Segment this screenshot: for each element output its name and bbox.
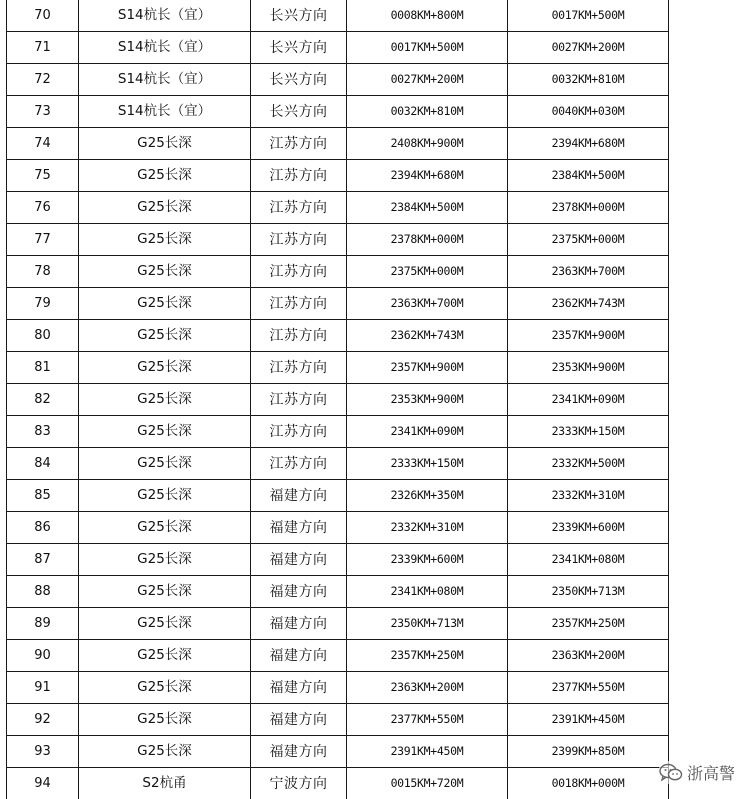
direction-cell: 长兴方向 [251, 64, 347, 96]
row-number-cell: 82 [7, 384, 79, 416]
road-name-cell: G25长深 [79, 384, 251, 416]
road-name-cell: G25长深 [79, 512, 251, 544]
table-row [7, 224, 669, 256]
table-row [7, 512, 669, 544]
direction-cell: 江苏方向 [251, 352, 347, 384]
table-row [7, 448, 669, 480]
start-stake-cell: 0008KM+800M [347, 0, 508, 32]
table-row [7, 480, 669, 512]
start-stake-cell: 2377KM+550M [347, 704, 508, 736]
end-stake-cell: 2394KM+680M [508, 128, 669, 160]
table-row [7, 384, 669, 416]
direction-cell: 福建方向 [251, 480, 347, 512]
road-section-table [6, 0, 669, 799]
row-number-cell: 94 [7, 768, 79, 799]
row-number-cell: 71 [7, 32, 79, 64]
row-number-cell: 91 [7, 672, 79, 704]
start-stake-cell: 2357KM+900M [347, 352, 508, 384]
table-row [7, 672, 669, 704]
table-body [7, 0, 669, 799]
road-name-cell: G25长深 [79, 320, 251, 352]
end-stake-cell: 2339KM+600M [508, 512, 669, 544]
direction-cell: 江苏方向 [251, 288, 347, 320]
start-stake-cell: 2350KM+713M [347, 608, 508, 640]
end-stake-cell: 2363KM+700M [508, 256, 669, 288]
start-stake-cell: 2384KM+500M [347, 192, 508, 224]
table-row [7, 288, 669, 320]
end-stake-cell: 0027KM+200M [508, 32, 669, 64]
row-number-cell: 73 [7, 96, 79, 128]
road-name-cell: G25长深 [79, 736, 251, 768]
direction-cell: 长兴方向 [251, 96, 347, 128]
start-stake-cell: 2333KM+150M [347, 448, 508, 480]
end-stake-cell: 2377KM+550M [508, 672, 669, 704]
start-stake-cell: 2394KM+680M [347, 160, 508, 192]
start-stake-cell: 2363KM+700M [347, 288, 508, 320]
table-row [7, 192, 669, 224]
table-row [7, 64, 669, 96]
end-stake-cell: 2341KM+090M [508, 384, 669, 416]
row-number-cell: 84 [7, 448, 79, 480]
direction-cell: 福建方向 [251, 608, 347, 640]
table-row [7, 32, 669, 64]
direction-cell: 江苏方向 [251, 448, 347, 480]
row-number-cell: 86 [7, 512, 79, 544]
direction-cell: 江苏方向 [251, 384, 347, 416]
direction-cell: 江苏方向 [251, 320, 347, 352]
direction-cell: 长兴方向 [251, 32, 347, 64]
start-stake-cell: 2332KM+310M [347, 512, 508, 544]
direction-cell: 福建方向 [251, 544, 347, 576]
start-stake-cell: 2353KM+900M [347, 384, 508, 416]
direction-cell: 江苏方向 [251, 224, 347, 256]
start-stake-cell: 2378KM+000M [347, 224, 508, 256]
end-stake-cell: 2341KM+080M [508, 544, 669, 576]
end-stake-cell: 2353KM+900M [508, 352, 669, 384]
start-stake-cell: 2326KM+350M [347, 480, 508, 512]
start-stake-cell: 2391KM+450M [347, 736, 508, 768]
row-number-cell: 80 [7, 320, 79, 352]
direction-cell: 福建方向 [251, 736, 347, 768]
road-name-cell: G25长深 [79, 288, 251, 320]
end-stake-cell: 2384KM+500M [508, 160, 669, 192]
table-row [7, 640, 669, 672]
direction-cell: 福建方向 [251, 640, 347, 672]
end-stake-cell: 2333KM+150M [508, 416, 669, 448]
row-number-cell: 72 [7, 64, 79, 96]
start-stake-cell: 0015KM+720M [347, 768, 508, 799]
table-row [7, 736, 669, 768]
start-stake-cell: 2339KM+600M [347, 544, 508, 576]
end-stake-cell: 0018KM+000M [508, 768, 669, 799]
start-stake-cell: 2357KM+250M [347, 640, 508, 672]
direction-cell: 长兴方向 [251, 0, 347, 32]
table-row [7, 352, 669, 384]
wechat-icon [659, 763, 683, 783]
table-row [7, 160, 669, 192]
direction-cell: 福建方向 [251, 576, 347, 608]
end-stake-cell: 2375KM+000M [508, 224, 669, 256]
row-number-cell: 81 [7, 352, 79, 384]
row-number-cell: 74 [7, 128, 79, 160]
end-stake-cell: 2378KM+000M [508, 192, 669, 224]
start-stake-cell: 2363KM+200M [347, 672, 508, 704]
table-row [7, 96, 669, 128]
road-name-cell: G25长深 [79, 704, 251, 736]
row-number-cell: 85 [7, 480, 79, 512]
road-name-cell: S14杭长（宜） [79, 96, 251, 128]
start-stake-cell: 0032KM+810M [347, 96, 508, 128]
road-name-cell: G25长深 [79, 608, 251, 640]
end-stake-cell: 0032KM+810M [508, 64, 669, 96]
start-stake-cell: 2341KM+090M [347, 416, 508, 448]
end-stake-cell: 2350KM+713M [508, 576, 669, 608]
table-row [7, 576, 669, 608]
watermark-text: 浙高警 [686, 764, 735, 783]
table-row [7, 768, 669, 799]
table-row [7, 608, 669, 640]
road-name-cell: G25长深 [79, 672, 251, 704]
row-number-cell: 93 [7, 736, 79, 768]
direction-cell: 江苏方向 [251, 256, 347, 288]
end-stake-cell: 2399KM+850M [508, 736, 669, 768]
start-stake-cell: 2341KM+080M [347, 576, 508, 608]
start-stake-cell: 0027KM+200M [347, 64, 508, 96]
row-number-cell: 83 [7, 416, 79, 448]
road-name-cell: G25长深 [79, 416, 251, 448]
row-number-cell: 79 [7, 288, 79, 320]
end-stake-cell: 0040KM+030M [508, 96, 669, 128]
end-stake-cell: 2357KM+250M [508, 608, 669, 640]
road-name-cell: G25长深 [79, 640, 251, 672]
row-number-cell: 87 [7, 544, 79, 576]
direction-cell: 宁波方向 [251, 768, 347, 799]
end-stake-cell: 2332KM+500M [508, 448, 669, 480]
table-row [7, 0, 669, 32]
table-row [7, 416, 669, 448]
road-name-cell: G25长深 [79, 224, 251, 256]
end-stake-cell: 2332KM+310M [508, 480, 669, 512]
row-number-cell: 75 [7, 160, 79, 192]
end-stake-cell: 2362KM+743M [508, 288, 669, 320]
start-stake-cell: 2375KM+000M [347, 256, 508, 288]
table-row [7, 704, 669, 736]
start-stake-cell: 0017KM+500M [347, 32, 508, 64]
direction-cell: 福建方向 [251, 512, 347, 544]
road-name-cell: G25长深 [79, 128, 251, 160]
direction-cell: 福建方向 [251, 704, 347, 736]
row-number-cell: 92 [7, 704, 79, 736]
direction-cell: 江苏方向 [251, 160, 347, 192]
end-stake-cell: 0017KM+500M [508, 0, 669, 32]
road-name-cell: S2杭甬 [79, 768, 251, 799]
road-name-cell: G25长深 [79, 480, 251, 512]
road-name-cell: G25长深 [79, 576, 251, 608]
road-name-cell: G25长深 [79, 448, 251, 480]
end-stake-cell: 2391KM+450M [508, 704, 669, 736]
start-stake-cell: 2408KM+900M [347, 128, 508, 160]
end-stake-cell: 2363KM+200M [508, 640, 669, 672]
road-name-cell: G25长深 [79, 544, 251, 576]
start-stake-cell: 2362KM+743M [347, 320, 508, 352]
road-name-cell: S14杭长（宜） [79, 0, 251, 32]
road-name-cell: G25长深 [79, 192, 251, 224]
road-name-cell: S14杭长（宜） [79, 32, 251, 64]
row-number-cell: 70 [7, 0, 79, 32]
table-row [7, 128, 669, 160]
row-number-cell: 88 [7, 576, 79, 608]
direction-cell: 江苏方向 [251, 416, 347, 448]
road-name-cell: G25长深 [79, 352, 251, 384]
direction-cell: 江苏方向 [251, 128, 347, 160]
row-number-cell: 76 [7, 192, 79, 224]
road-name-cell: S14杭长（宜） [79, 64, 251, 96]
table-row [7, 320, 669, 352]
road-name-cell: G25长深 [79, 256, 251, 288]
table-row [7, 544, 669, 576]
row-number-cell: 78 [7, 256, 79, 288]
row-number-cell: 77 [7, 224, 79, 256]
end-stake-cell: 2357KM+900M [508, 320, 669, 352]
row-number-cell: 89 [7, 608, 79, 640]
direction-cell: 江苏方向 [251, 192, 347, 224]
table-row [7, 256, 669, 288]
road-name-cell: G25长深 [79, 160, 251, 192]
direction-cell: 福建方向 [251, 672, 347, 704]
watermark [659, 761, 735, 784]
row-number-cell: 90 [7, 640, 79, 672]
